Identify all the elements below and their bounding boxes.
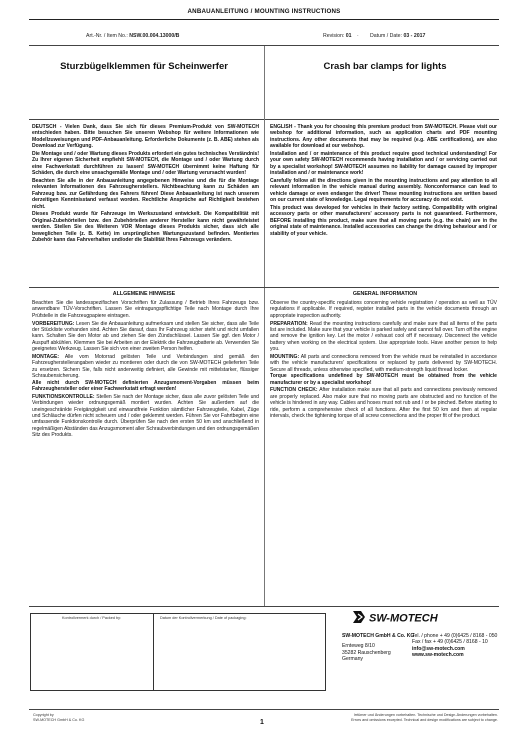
- general-english: [270, 300, 497, 421]
- company-country: Germany: [342, 656, 363, 663]
- logo-emblem-icon: [353, 611, 365, 623]
- bottom-section-rule: [29, 606, 499, 607]
- sw-motech-logo: [349, 609, 489, 625]
- company-name: SW-MOTECH GmbH & Co. KG: [342, 633, 415, 639]
- general-de-paragraph: FUNKTIONSKONTROLLE: Stellen Sie nach der Montage sicher, dass alle zuvor gelösten Teile und Verbindungen wieder ordnungsgemäß montiert wurden. Achten Sie außerdem auf die uneingeschränkte Freigängigkeit und einwandfreie Funktion sämtlicher Fahrzeugteile, Kabel, Züge und Schläuche dürfen nicht scheuern und / oder geklemmt werden. Führen Sie vor Fahrtbeginn eine umfassende Funktionskontrolle durch. Überprüfen Sie nach den ersten 50 km und anschließend in regelmäßigen Abständen das Anzugsmoment aller Schraubverbindungen und den ordnungsgemäßen Sitz des Produkts.: [32, 393, 259, 439]
- intro-en-paragraph: ENGLISH - Thank you for choosing this premium product from SW-MOTECH. Please visit our webshop for additional information, such as application charts and PDF mounting instructions. Any other documents that may be required (e.g. ABE certifications), are also available for download at our webshop.: [270, 124, 497, 150]
- company-phone: Tel. / phone + 49 (0)6425 / 8168 - 050: [412, 633, 498, 639]
- signature-box[interactable]: [30, 613, 326, 691]
- revision-value: 01: [345, 33, 352, 39]
- copyright-line-1: Copyright by: [33, 713, 54, 717]
- notice-english: Errors and omissions excepted. Technical and design modifications are subject to change.: [351, 717, 498, 722]
- item-number-label: Art.-Nr. / Item No.:: [86, 33, 128, 39]
- general-de-paragraph: MONTAGE: Alle vom Motorrad gelösten Teile und Verbindungen sind gemäß den Fahrzeugherstellerangaben wieder zu montieren oder durch die von SW-MOTECH gelieferten Teile zu ersetzen. Sichern Sie, falls nicht anderweitig definiert, alle Gewinde mit mittelstarker, flüssiger Schraubensicherung. Alle nicht durch SW-MOTECH definierten Anzugsmoment-Vorgaben müssen beim Fahrzeughersteller oder einer Fachwerkstatt erfragt werden!: [32, 354, 260, 393]
- title-english: Crash bar clamps for lights: [323, 61, 447, 72]
- footer-rule: [29, 709, 499, 710]
- packed-by-label: Kontrollvermerk durch / Packed by:: [62, 616, 122, 620]
- header-rule: [29, 19, 499, 20]
- item-number: [86, 33, 179, 39]
- company-city: 35282 Rauschenberg: [342, 649, 391, 656]
- company-contact: [412, 633, 502, 659]
- intro-de-paragraph: DEUTSCH - Vielen Dank, dass Sie sich für dieses Premium-Produkt von SW-MOTECH entschieden haben. Bitte besuchen Sie unseren Webshop für weitere Informationen wie Modellzuweisungen und PDF-Anbauanleitung. Erforderliche Dokumente (z. B. ABE) stehen als Download zur Verfügung.: [32, 124, 259, 150]
- intro-en-paragraph: Carefully follow all the directions given in the mounting instructions and pay attention to all relevant information in the vehicle manual during assembly. Nonconformance can lead to vehicle damage or even endanger the driver! These mounting instructions are written based on our current state of knowledge. Legal requirements for accuracy do not exist.: [270, 178, 497, 204]
- item-number-value: NSW.00.004.13000/B: [129, 33, 180, 39]
- intro-de-paragraph: Die Montage und / oder Wartung dieses Produkts erfordert ein gutes technisches Verständnis! Zu Ihrer eigenen Sicherheit empfiehlt SW-MOTECH, die Montage und / oder Wartung durch eine Fachwerkstatt durchführen zu lassen! SW-MOTECH übernimmt keine Haftung für Schäden, die durch eine unsachgemäße Montage und / oder Wartung verursacht wurden!: [32, 151, 259, 177]
- document-header-title: ANBAUANLEITUNG / MOUNTING INSTRUCTIONS: [187, 8, 341, 15]
- copyright: [33, 713, 84, 722]
- column-divider: [264, 46, 265, 606]
- logo-text: SW-MOTECH: [369, 612, 438, 625]
- intro-en-paragraph: This product was developed for vehicles in their factory setting. Compatibility with original accessory parts or other manufacturers' accessory parts is not guaranteed. Furthermore, BEFORE installing this product, make sure that all moving parts (e.g. the chain) are in the original state of maintenance. Installed accessories can change the driving behaviour and / or stability of your vehicle.: [270, 205, 497, 237]
- general-de-paragraph: Beachten Sie die landesspezifischen Vorschriften für Zulassung / Betrieb Ihres Fahrzeugs bzw. anwendbare TÜV-Vorschriften. Lassen Sie eintragungspflichtige Teile nach Montage durch Ihre Prüfstelle in die Fahrzeugpapiere eintragen.: [32, 300, 259, 319]
- intro-de-paragraph: Beachten Sie alle in der Anbauanleitung angegebenen Hinweise und die für die Montage relevanten Informationen des Fahrzeugherstellers. Nichtbeachtung kann zu Schäden am Fahrzeug bzw. zur Gefährdung des Fahrers führen! Diese Anbauanleitung ist nach unserem derzeitigen Kenntnisstand verfasst worden. Rechtliche Ansprüche auf Richtigkeit bestehen nicht.: [32, 178, 259, 210]
- general-en-paragraph: Observe the country-specific regulations concerning vehicle registration / operation as well as TÜV regulations if applicable. If required, register installed parts in the vehicle documents through an appropriate inspection authority.: [270, 300, 497, 319]
- intro-german: [32, 124, 259, 245]
- company-website[interactable]: www.sw-motech.com: [412, 652, 464, 659]
- date-value: 03 - 2017: [403, 33, 426, 39]
- intro-de-paragraph: Dieses Produkt wurde für Fahrzeuge im Werkszustand entwickelt. Die Kompatibilität mit Original-Zubehörteilen bzw. den Zubehörteilen anderer Hersteller kann nicht gewährleistet werden. Stellen Sie des Weiteren VOR Montage dieses Produkts sicher, dass sich alle beweglichen Teile (z. B. Kette) im ursprünglichen Wartungszustand befinden. Montiertes Zubehör kann das Fahrverhalten und/oder die Stabilität Ihres Fahrzeugs verändern.: [32, 211, 259, 244]
- company-email[interactable]: info@sw-motech.com: [412, 645, 465, 652]
- notice-german: Irrtümer und Änderungen vorbehalten. Technische und Design-Änderungen vorbehalten.: [353, 713, 498, 717]
- copyright-line-2: SW-MOTECH GmbH & Co. KG: [33, 717, 85, 722]
- general-heading-english: GENERAL INFORMATION: [352, 291, 418, 297]
- general-en-paragraph: FUNCTION CHECK: After installation make sure that all parts and connections previously removed are properly replaced. Also make sure that no moving parts are obstructed and no function of the vehicle is hindered in any way. Cables and hoses must not rub and / or be pinched. Before starting to ride, perform a comprehensive check of all functions. After the first 50 km and then at regular intervals, check the tightening torque of all screw connections and the proper fit of the product.: [270, 387, 497, 420]
- signature-box-divider: [153, 613, 154, 691]
- general-en-paragraph: PREPARATION: Read the mounting instructions carefully and make sure that all items of the parts list are included. Make sure that your vehicle is parked safely and cannot fall over. Turn off the engine and remove the ignition key. Let the motor / exhaust cool off if necessary. Disconnect the vehicle battery when working on the electrical system. Use appropriate tools. Have another person to help you.: [270, 320, 497, 353]
- general-heading-german: ALLGEMEINE HINWEISE: [112, 291, 176, 297]
- company-fax: Fax / fax + 49 (0)6425 / 8168 - 10: [412, 639, 488, 646]
- title-german: Sturzbügelklemmen für Scheinwerfer: [60, 61, 228, 72]
- revision-label: Revision:: [323, 33, 345, 39]
- packaging-date-label: Datum der Kontrollvermerkung / Date of packaging:: [160, 616, 247, 620]
- company-street: Ernteweg 8/10: [342, 643, 375, 650]
- document-date: [370, 33, 425, 39]
- general-de-paragraph: VORBEREITUNG: Lesen Sie die Anbauanleitung aufmerksam und stellen Sie sicher, dass alle Teile der Stückliste vorhanden sind. Achten Sie darauf, dass Ihr Fahrzeug sicher steht und nicht umfallen kann. Schalten Sie den Motor ab und ziehen Sie den Zündschlüssel. Lassen Sie ggf. den Motor / Auspuff abkühlen. Klemmen Sie bei Arbeiten an der Elektrik die Fahrzeugbatterie ab. Verwenden Sie geeignetes Werkzeug. Lassen Sie sich von einer zweiten Person helfen.: [32, 320, 259, 353]
- intro-english: [270, 124, 497, 238]
- general-german: [32, 300, 259, 440]
- page-number: 1: [260, 719, 264, 726]
- legal-notice: [338, 713, 498, 722]
- intro-en-paragraph: Installation and / or maintenance of this product require good technical understanding! For your own safety SW-MOTECH recommends having installation and / or servicing carried out by a specialist workshop! SW-MOTECH assumes no liability for damage caused by improper installation and / or maintenance work!: [270, 151, 497, 177]
- section-rule: [29, 287, 499, 288]
- date-label: Datum / Date:: [370, 33, 403, 39]
- revision: Revision: 01 ·: [323, 33, 359, 39]
- general-en-paragraph: MOUNTING: All parts and connections removed from the vehicle must be reinstalled in accordance with the vehicle manufacturers' specifications or replaced by parts delivered by SW-MOTECH. Secure all threads, unless otherwise specified, with medium-strength liquid thread locker. Torque specifications undefined by SW-MOTECH must be obtained from the vehicle manufacturer or by a specialist workshop!: [270, 354, 497, 386]
